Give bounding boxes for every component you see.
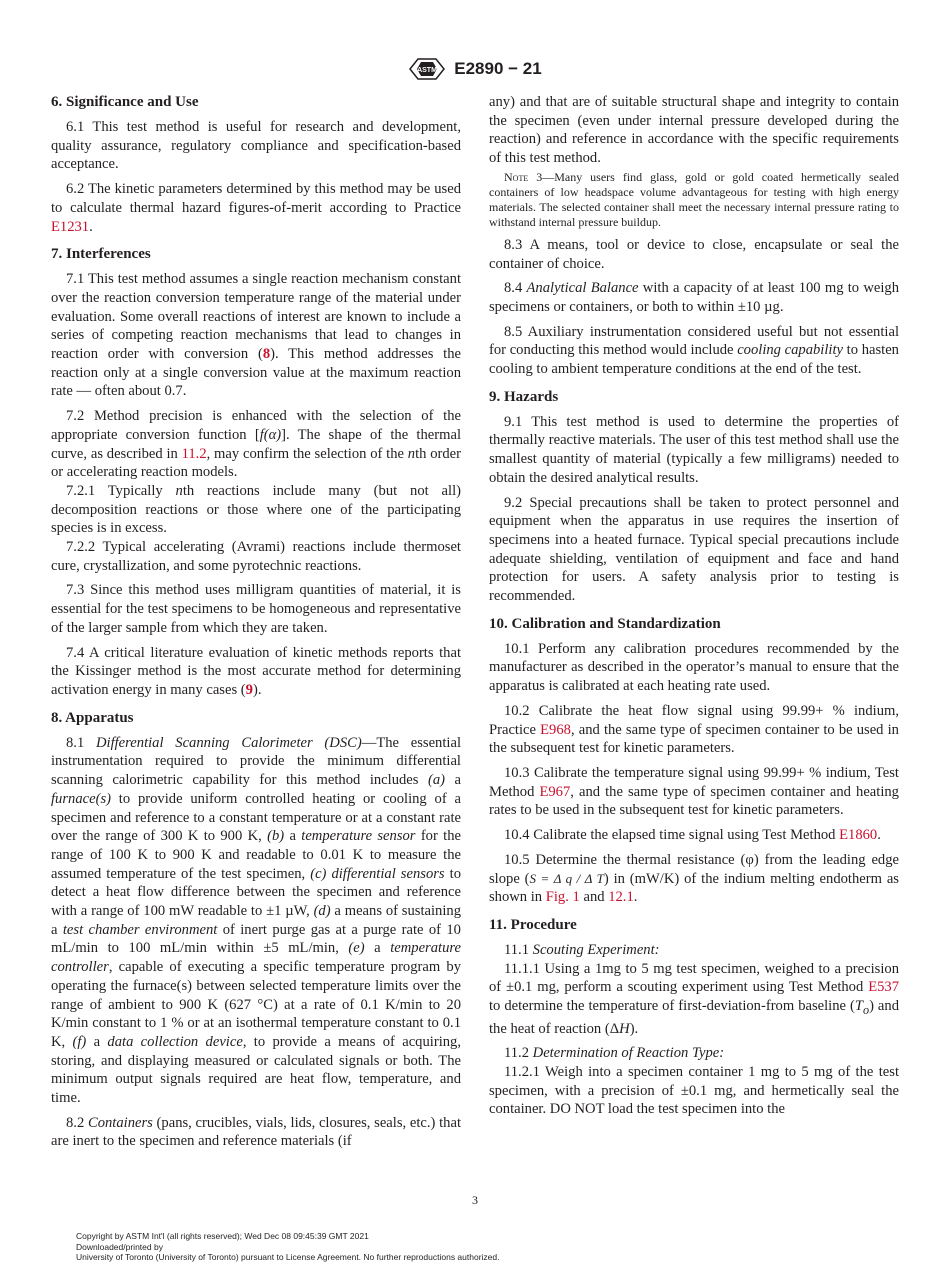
section-9-heading: 9. Hazards <box>489 388 559 405</box>
para-6-1: 6.1 This test method is useful for research and development, quality assurance, regulatory compliance and specification-based acceptance. <box>51 119 461 173</box>
para-8-2-continued: any) and that are of suitable structural shape and integrity to contain the specimen (even under internal pressure developed during the reaction) and reference in accordance with the specific requirements of this test method. <box>489 94 899 167</box>
para-10-2: 10.2 Calibrate the heat flow signal using 99.99+ % indium, Practice E968, and the same type of specimen container to be used in the subsequent test for kinetic parameters. <box>489 702 899 757</box>
para-7-2-2: 7.2.2 Typical accelerating (Avrami) reactions include thermoset cure, crystallization, and some pyrotechnic reactions. <box>51 539 461 574</box>
para-7-2-1: 7.2.1 Typically nth reactions include many (but not all) decomposition reactions or those where one of the participating species is in excess. <box>51 482 461 537</box>
footer-line-1: Copyright by ASTM Int'l (all rights reserved); Wed Dec 08 09:45:39 GMT 2021 <box>76 1231 369 1241</box>
ref-e968-link[interactable]: E968 <box>540 721 571 738</box>
slope-equation: S = Δ q / Δ T <box>529 870 604 886</box>
para-11-1: 11.1 Scouting Experiment: <box>504 941 660 958</box>
para-10-5: 10.5 Determine the thermal resistance (φ) from the leading edge slope (S = Δ q / Δ T) in (mW/K) of the indium melting endotherm as shown in Fig. 1 and 12.1. <box>489 851 899 906</box>
page-number: 3 <box>472 1193 478 1207</box>
footer-line-2: Downloaded/printed by <box>76 1241 163 1252</box>
svg-text:ASTM: ASTM <box>417 67 438 74</box>
para-7-3: 7.3 Since this method uses milligram quantities of material, it is essential for the test specimens to be homogeneous and representative of the larger sample from which they are taken. <box>51 582 461 636</box>
right-column <box>489 93 899 1119</box>
footer-line-3: University of Toronto (University of Toronto) pursuant to License Agreement. No further reproductions authorized. <box>76 1252 500 1262</box>
page-header <box>0 58 950 82</box>
section-11-heading: 11. Procedure <box>489 916 577 933</box>
para-7-4: 7.4 A critical literature evaluation of kinetic methods reports that the Kissinger method is the most accurate method for determining activation energy in many cases (9). <box>51 644 461 698</box>
para-6-2: 6.2 The kinetic parameters determined by this method may be used to calculate thermal hazard figures-of-merit according to Practice E1231. <box>51 181 461 235</box>
astm-logo-icon <box>408 58 446 80</box>
section-10-heading: 10. Calibration and Standardization <box>489 615 721 632</box>
ref-e1860-link[interactable]: E1860 <box>839 827 878 844</box>
para-11-2: 11.2 Determination of Reaction Type: <box>504 1045 725 1062</box>
ref-fig-1-link[interactable]: Fig. 1 <box>545 889 580 906</box>
copyright-footer <box>76 1231 500 1263</box>
para-10-1: 10.1 Perform any calibration procedures recommended by the manufacturer as described in the operator’s manual to ensure that the apparatus is calibrated at each heating rate used. <box>489 640 899 695</box>
para-7-1: 7.1 This test method assumes a single reaction mechanism constant over the reaction conversion temperature range of the material under evaluation. Some overall reactions of interest are known to include a series of competing reaction mechanisms that lead to changes in reaction order with conversion (8). This method addresses the reaction only at a single conversion value at the maximum reaction rate — often about 0.7. <box>51 271 462 400</box>
ref-e1231-link[interactable]: E1231 <box>51 218 90 235</box>
note-3: Note 3—Many users find glass, gold or gold coated hermetically sealed containers of low headspace volume advantageous for testing with high energy materials. The selected container shall meet the necessary internal pressure rating to withstand internal pressure buildup. <box>489 169 899 229</box>
section-6-heading: 6. Significance and Use <box>51 94 199 110</box>
ref-e537-link[interactable]: E537 <box>868 979 899 996</box>
para-8-4: 8.4 Analytical Balance with a capacity of at least 100 mg to weigh specimens or containers, or both to within ±10 µg. <box>489 280 900 315</box>
ref-e967-link[interactable]: E967 <box>539 783 571 800</box>
para-8-3: 8.3 A means, tool or device to close, encapsulate or seal the container of choice. <box>489 236 899 272</box>
para-11-1-1: 11.1.1 Using a 1mg to 5 mg test specimen, weighed to a precision of ±0.1 mg, perform a scouting experiment using Test Method E537 to determine the temperature of first-deviation-from baseline $(T_o)$ and the heat of reaction (ΔH). <box>489 960 899 1037</box>
ref-12-1-link[interactable]: 12.1 <box>608 889 634 906</box>
para-7-2: 7.2 Method precision is enhanced with the selection of the appropriate conversion function [f(α)]. The shape of the thermal curve, as described in 11.2, may confirm the selection of the nth order or accelerating reaction models. <box>51 408 462 481</box>
section-7-heading: 7. Interferences <box>51 246 151 263</box>
para-8-1: 8.1 Differential Scanning Calorimeter (DSC)—The essential instrumentation required to provide the minimum differential scanning calorimetric capability for this method includes (a) a furnace(s) to provide uniform controlled heating or cooling of a specimen and reference to a constant temperature or at a constant rate over the range of 300 K to 900 K, (b) a temperature sensor for the range of 100 K to 900 K and readable to 0.01 K to measure the assumed temperature of the test specimen, (c) differential sensors to detect a heat flow difference between the specimen and reference with a range of 100 mW readable to ±1 µW, (d) a means of sustaining a test chamber environment of inert purge gas at a purge rate of 10 mL/min to 100 mL/min within ±5 mL/min, (e) a temperature controller, capable of executing a specific temperature program by operating the furnace(s) between selected temperature limits over the range of ambient to 900 K (627 °C) at a rate of 0.1 K/min to 20 K/min constant to 1 % or at an isothermal temperature constant to 0.1 K, (f) a data collection device, to provide a means of acquiring, storing, and displaying measured or calculated signals or both. The minimum output signals required are heat flow, temperature, and time. <box>51 734 462 1107</box>
para-10-3: 10.3 Calibrate the temperature signal using 99.99+ % indium, Test Method E967, and the same type of specimen container and heating rates to be used in the subsequent test for kinetic parameters. <box>489 764 899 819</box>
ref-11-2-link[interactable]: 11.2 <box>181 445 207 462</box>
left-column <box>51 93 461 1157</box>
ref-8-link[interactable]: 8 <box>262 346 271 363</box>
para-9-2: 9.2 Special precautions shall be taken to protect personnel and equipment when the apparatus in use requires the insertion of specimens into a heated furnace. Typical special precautions include adequate shielding, ventilation of equipment and face and hand protection for users. A safety analysis prior to testing is recommended. <box>489 494 899 605</box>
para-8-2: 8.2 Containers (pans, crucibles, vials, lids, closures, seals, etc.) that are inert to the specimen and reference materials (if <box>51 1114 462 1150</box>
para-9-1: 9.1 This test method is used to determine the properties of thermally reactive materials. The user of this test method shall use the smallest quantity of material (typically a few milligrams) needed to obtain the desired analytical results. <box>489 413 899 486</box>
para-8-5: 8.5 Auxiliary instrumentation considered useful but not essential for conducting this method would include cooling capability to hasten cooling to ambient temperature conditions at the end of the test. <box>489 323 899 378</box>
para-11-2-1: 11.2.1 Weigh into a specimen container 1 mg to 5 mg of the test specimen, with a precision of ±0.1 mg, and hermetically seal the container. DO NOT load the test specimen into the <box>489 1064 899 1118</box>
ref-9-link[interactable]: 9 <box>245 681 253 698</box>
standard-designation: E2890 − 21 <box>454 59 542 78</box>
section-8-heading: 8. Apparatus <box>51 709 134 726</box>
para-10-4: 10.4 Calibrate the elapsed time signal using Test Method E1860. <box>504 827 881 844</box>
